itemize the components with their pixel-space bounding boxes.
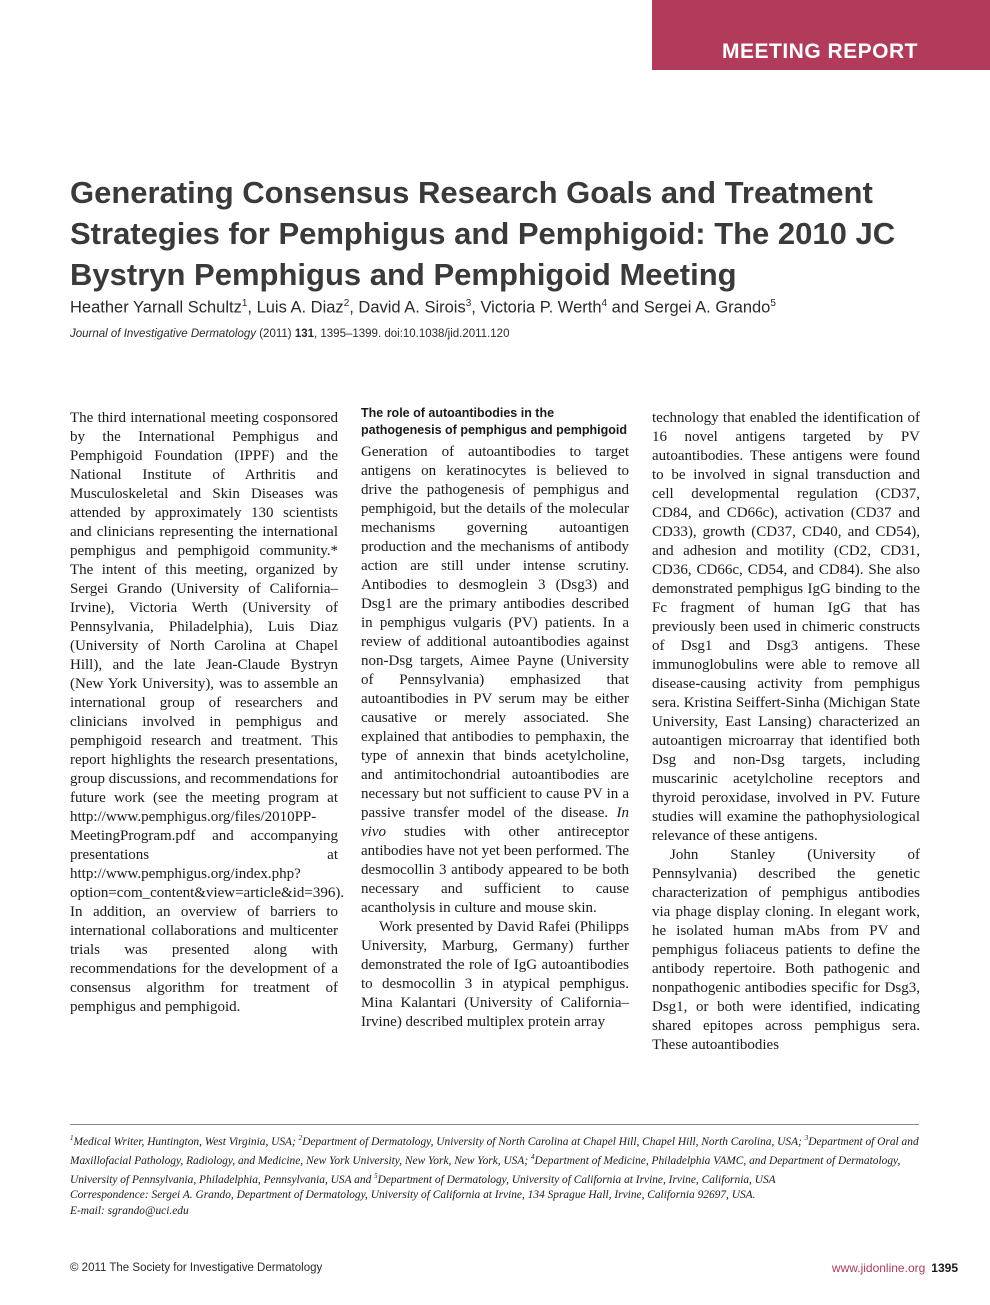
citation-year: (2011)	[259, 328, 292, 340]
page-number: 1395	[931, 1261, 958, 1275]
affiliation-mark: 4	[530, 1152, 535, 1161]
affiliation-text: Department of Oral and Maxillofacial Pathology, Radiology, and Medicine, New York University, New York, New York, USA;	[70, 1135, 919, 1167]
journal-url-link[interactable]: www.jidonline.org	[831, 1261, 926, 1275]
article-title: Generating Consensus Research Goals and Treatment Strategies for Pemphigus and Pemphigoid: The 2010 JC Bystryn Pemphigus and Pemphigoid Meeting	[70, 175, 896, 292]
affiliation-text: Department of Medicine, Philadelphia VAMC, and Department of Dermatology, University of Pennsylvania, Philadelphia, Pennsylvania, USA and	[70, 1154, 901, 1186]
page-footer	[832, 1261, 958, 1275]
affiliation-mark: 3	[804, 1134, 809, 1142]
author-separator: and	[607, 298, 644, 317]
author-name: Victoria P. Werth	[480, 298, 602, 317]
affiliation-mark: 2	[298, 1134, 303, 1142]
affiliations-footnote	[70, 1131, 919, 1187]
author-affiliation-mark: 1	[241, 298, 248, 309]
citation	[70, 328, 930, 340]
citation-pages-doi: , 1395–1399. doi:10.1038/jid.2011.120	[314, 328, 510, 340]
copyright-notice: © 2011 The Society for Investigative Dermatology	[70, 1262, 323, 1274]
body-column-1	[70, 409, 345, 1017]
author-name: David A. Sirois	[358, 298, 466, 317]
correspondence-footnote: Correspondence: Sergei A. Grando, Department of Dermatology, University of California at Irvine, 134 Sprague Hall, Irvine, California 92697, USA.	[70, 1189, 756, 1202]
intro-paragraph: The third international meeting cosponsored by the International Pemphigus and Pemphigoid Foundation (IPPF) and the National Institute of Arthritis and Musculoskeletal and Skin Diseases was attended by approximately 130 scientists and clinicians representing the international pemphigus and pemphigoid community.* The intent of this meeting, organized by Sergei Grando (University of California–Irvine), Victoria Werth (University of Pennsylvania, Philadelphia), Luis Diaz (University of North Carolina at Chapel Hill), and the late Jean-Claude Bystryn (New York University), was to assemble an international group of researchers and clinicians involved in pemphigus and pemphigoid research and treatment. This report highlights the research presentations, group discussions, and recommendations for future work (see the meeting program at http://www.pemphigus.org/files/2010PP-MeetingProgram.pdf and accompanying presentations at http://www.pemphigus.org/index.php?option=com_content&view=article&id=396). In addition, an overview of barriers to international collaborations and multicenter trials was presented along with recommendations for the development of a consensus algorithm for treatment of pemphigus and pemphigoid.	[70, 410, 345, 1015]
journal-name: Journal of Investigative Dermatology	[70, 328, 257, 340]
author-separator: ,	[247, 298, 257, 317]
affiliation-text: Medical Writer, Huntington, West Virginia, USA;	[73, 1135, 299, 1148]
email-footnote: E-mail: sgrando@uci.edu	[70, 1205, 189, 1218]
footnote-divider	[70, 1124, 919, 1125]
body-column-3	[652, 409, 920, 1055]
author-name: Heather Yarnall Schultz	[70, 298, 242, 317]
author-list	[70, 298, 930, 318]
section-banner	[652, 0, 990, 70]
affiliation-text: Department of Dermatology, University of California at Irvine, Irvine, California, USA	[377, 1173, 776, 1186]
author-affiliation-mark: 5	[770, 298, 776, 309]
footnotes	[70, 1131, 919, 1220]
author-separator: ,	[471, 298, 481, 317]
paragraph-text: Generation of autoantibodies to target antigens on keratinocytes is believed to drive the pathogenesis of pemphigus and pemphigoid, but the details of the molecular mechanisms governing autoantigen production and the mechanisms of antibody action are still under intense scrutiny. Antibodies to desmoglein 3 (Dsg3) and Dsg1 are the primary antibodies described in pemphigus vulgaris (PV) patients. In a review of additional autoantibodies against non-Dsg targets, Aimee Payne (University of Pennsylvania) emphasized that autoantibodies in PV serum may be either causative or merely associated. She explained that antibodies to pemphaxin, the type of annexin that binds acetylcholine, and antimitochondrial autoantibodies are necessary but not sufficient to cause PV in a passive transfer model of the disease.	[361, 444, 629, 821]
affiliation-mark: 1	[70, 1134, 74, 1142]
stanley-paragraph: John Stanley (University of Pennsylvania) described the genetic characterization of pemphigus antibodies via phage display cloning. In elegant work, he isolated human mAbs from PV and pemphigus foliaceus patients to define the antibody repertoire. Both pathogenic and nonpathogenic antibodies specific for Dsg3, Dsg1, or both were identified, indicating shared epitopes across pemphigus sera. These autoantibodies	[652, 847, 920, 1053]
author-affiliation-mark: 3	[465, 298, 472, 309]
antigen-paragraph: technology that enabled the identification of 16 novel antigens targeted by PV autoantibodies. These antigens were found to be involved in signal transduction and cell developmental regulation (CD37, CD84, and CD66c), activation (CD37 and CD33), growth (CD37, CD40, and CD54), and adhesion and motility (CD2, CD31, CD36, CD66c, CD54, and CD84). She also demonstrated pemphigus IgG binding to the Fc fragment of human IgG that has previously been used in chimeric constructs of Dsg1 and Dsg3 antigens. These immunoglobulins were able to remove all disease-causing activity from pemphigus sera. Kristina Seiffert-Sinha (Michigan State University, East Lansing) characterized an autoantigen microarray that identified both Dsg and non-Dsg targets, including muscarinic acetylcholine receptors and thyroid peroxidase, involved in PV. Future studies will examine the pathophysiological relevance of these antigens.	[652, 410, 920, 844]
author-name: Luis A. Diaz	[256, 298, 344, 317]
author-affiliation-mark: 2	[343, 298, 350, 309]
body-column-2	[361, 405, 629, 1032]
paragraph-text: studies with other antireceptor antibodies have not yet been performed. The desmocollin 3 antibody appeared to be both necessary and sufficient to cause acantholysis in culture and mouse skin.	[361, 824, 629, 916]
italic-term: In vivo	[361, 805, 629, 840]
citation-volume: 131	[294, 328, 314, 340]
author-name: Sergei A. Grando	[643, 298, 771, 317]
rafei-paragraph: Work presented by David Rafei (Philipps University, Marburg, Germany) further demonstrated the role of IgG autoantibodies to desmocollin 3 in atypical pemphigus. Mina Kalantari (University of California–Irvine) described multiplex protein array	[361, 919, 629, 1030]
section-heading: The role of autoantibodies in the pathogenesis of pemphigus and pemphigoid	[361, 406, 627, 437]
affiliation-text: Department of Dermatology, University of North Carolina at Chapel Hill, Chapel Hill, North Carolina, USA;	[302, 1135, 805, 1148]
affiliation-mark: 5	[374, 1171, 378, 1180]
author-affiliation-mark: 4	[601, 298, 608, 309]
autoantibodies-paragraph	[361, 443, 629, 918]
author-separator: ,	[349, 298, 359, 317]
section-label: MEETING REPORT	[721, 40, 918, 63]
